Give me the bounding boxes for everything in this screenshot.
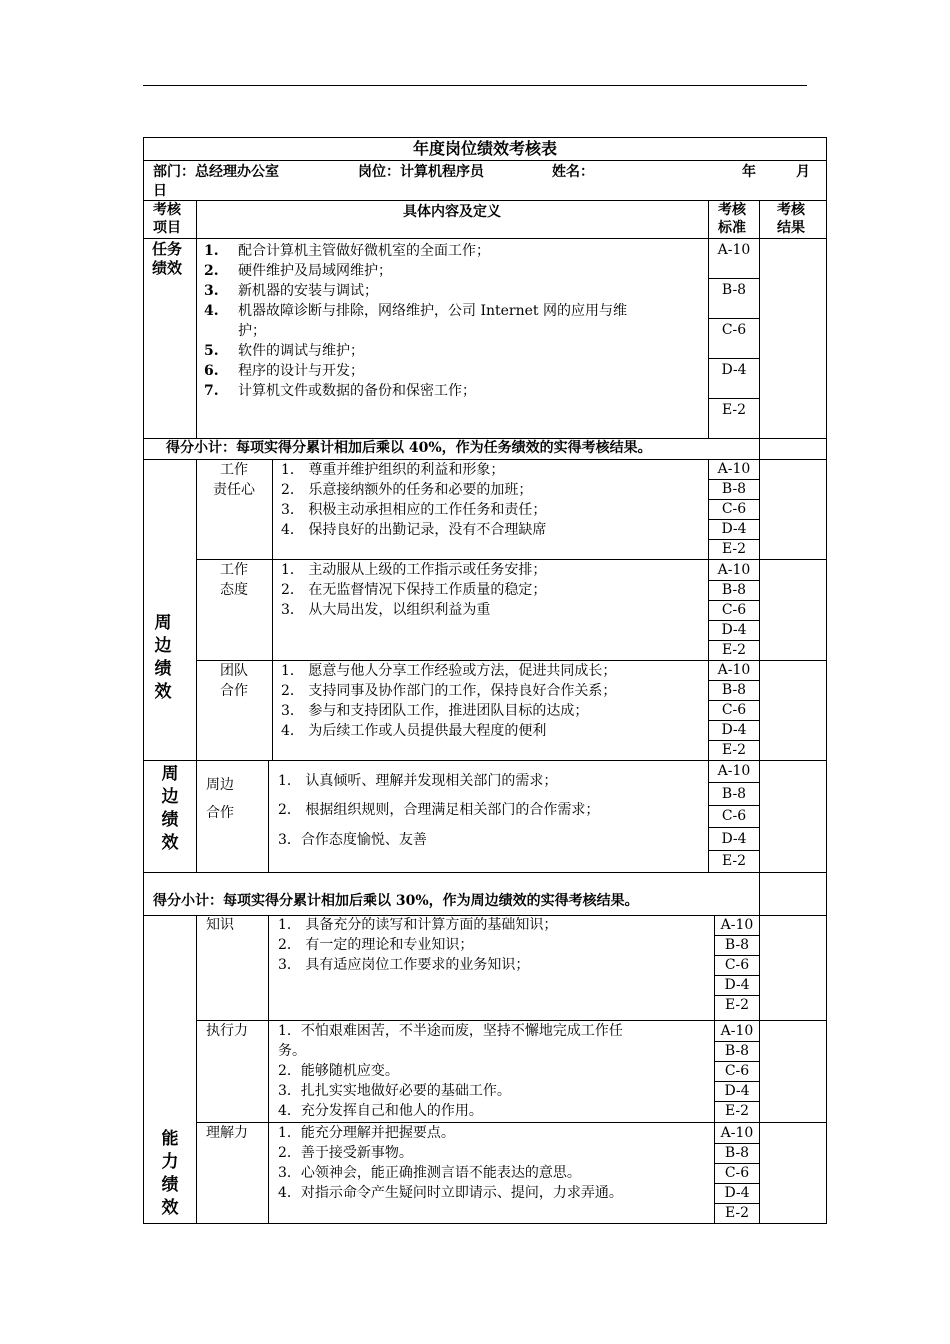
appraisal-table [143,137,827,1224]
cooperation-label: 周边 合作 [206,777,234,821]
grade-d: D-4 [721,722,747,738]
list-item: 4. 机器故障诊断与排除，网络维护，公司 Internet 网的应用与维 [204,303,627,319]
list-item: 1． 主动服从上级的工作指示或任务安排； [281,562,547,578]
list-item: 4． 保持良好的出勤记录，没有不合理缺席 [281,522,547,538]
grade-b: B-8 [724,1043,750,1059]
list-item: 4．对指示命令产生疑问时立即请示、提问，力求弄通。 [278,1185,623,1201]
grade-c: C-6 [724,1063,750,1079]
responsibility-label: 工作 责任心 [213,462,255,498]
list-item: 1．不怕艰难困苦，不半途而废，坚持不懈地完成工作任 [278,1023,623,1039]
list-item: 3．扎扎实实地做好必要的基础工作。 [278,1083,511,1099]
grade-c: C-6 [721,702,747,718]
grade-e: E-2 [721,642,747,658]
grade-c: C-6 [721,602,747,618]
grade-d: D-4 [724,977,750,993]
list-item: 5. 软件的调试与维护； [204,343,364,359]
list-item: 3．心领神会，能正确推测言语不能表达的意思。 [278,1165,581,1181]
list-item: 1． 愿意与他人分享工作经验或方法，促进共同成长； [281,663,617,679]
grade-a: A-10 [717,763,751,779]
list-item: 3．合作态度愉悦、友善 [278,832,427,848]
grade-b: B-8 [721,282,747,298]
grade-a: A-10 [717,242,751,258]
grade-b: B-8 [724,1145,750,1161]
grade-e: E-2 [721,742,747,758]
list-item: 2． 在无监督情况下保持工作质量的稳定； [281,582,547,598]
list-item: 护； [238,323,266,339]
ability-label: 能 力 绩 效 [161,1129,179,1218]
grade-a: A-10 [720,917,754,933]
dept-field: 部门：总经理办公室 [153,164,279,180]
list-item: 2．能够随机应变。 [278,1063,399,1079]
list-item: 6. 程序的设计与开发； [204,363,364,379]
peripheral-label-2: 周 边 绩 效 [161,764,179,853]
grade-e: E-2 [724,997,750,1013]
grade-d: D-4 [724,1185,750,1201]
grade-a: A-10 [717,461,751,477]
grade-e: E-2 [721,541,747,557]
grade-e: E-2 [721,853,747,869]
year-field: 年 [742,164,756,180]
list-item: 2． 有一定的理论和专业知识； [278,937,474,953]
post-field: 岗位：计算机程序员 [358,164,484,180]
peripheral-label: 周 边 绩 效 [154,613,172,702]
peripheral-subtotal: 得分小计：每项实得分累计相加后乘以 30%，作为周边绩效的实得考核结果。 [153,893,639,909]
grade-b: B-8 [724,937,750,953]
grade-b: B-8 [721,786,747,802]
col-result-header: 考核 结果 [777,202,805,236]
day-field: 日 [153,183,167,199]
grade-e: E-2 [724,1205,750,1221]
col-standard-header: 考核 标准 [718,202,746,236]
table-title: 年度岗位绩效考核表 [412,139,557,158]
grade-c: C-6 [721,808,747,824]
grade-c: C-6 [724,957,750,973]
execution-label: 执行力 [206,1023,248,1039]
grade-b: B-8 [721,481,747,497]
list-item: 2． 根据组织规则，合理满足相关部门的合作需求； [278,802,600,818]
list-item: 4．充分发挥自己和他人的作用。 [278,1103,483,1119]
grade-b: B-8 [721,582,747,598]
list-item: 4． 为后续工作或人员提供最大程度的便利 [281,723,547,739]
col-item-header: 考核 项目 [153,202,181,236]
grade-a: A-10 [717,662,751,678]
list-item: 务。 [278,1043,306,1059]
list-item: 1．能充分理解并把握要点。 [278,1125,455,1141]
name-field: 姓名： [552,164,594,180]
list-item: 1. 配合计算机主管做好微机室的全面工作； [204,243,490,259]
list-item: 3． 从大局出发，以组织利益为重 [281,602,491,618]
grade-c: C-6 [721,322,747,338]
list-item: 2．善于接受新事物。 [278,1145,413,1161]
task-subtotal: 得分小计：每项实得分累计相加后乘以 40%，作为任务绩效的实得考核结果。 [166,440,652,456]
list-item: 3. 新机器的安装与调试； [204,283,378,299]
grade-d: D-4 [724,1083,750,1099]
comprehension-label: 理解力 [206,1125,248,1141]
attitude-label: 工作 态度 [220,562,248,598]
list-item: 7. 计算机文件或数据的备份和保密工作； [204,383,476,399]
grade-e: E-2 [721,402,747,418]
grade-d: D-4 [721,831,747,847]
list-item: 3． 积极主动承担相应的工作任务和责任； [281,502,547,518]
list-item: 2． 支持同事及协作部门的工作，保持良好合作关系； [281,683,617,699]
month-field: 月 [796,164,810,180]
grade-d: D-4 [721,521,747,537]
list-item: 1． 具备充分的读写和计算方面的基础知识； [278,917,558,933]
header-rule [143,85,807,86]
col-content-header: 具体内容及定义 [403,204,501,220]
grade-b: B-8 [721,682,747,698]
list-item: 1． 认真倾听、理解并发现相关部门的需求； [278,773,558,789]
grade-d: D-4 [721,362,747,378]
grade-c: C-6 [724,1165,750,1181]
list-item: 3． 参与和支持团队工作，推进团队目标的达成； [281,703,589,719]
knowledge-label: 知识 [206,917,234,933]
grade-a: A-10 [720,1125,754,1141]
task-label: 任务 绩效 [152,240,183,277]
list-item: 1． 尊重并维护组织的利益和形象； [281,462,505,478]
list-item: 2. 硬件维护及局域网维护； [204,263,392,279]
grade-a: A-10 [720,1023,754,1039]
grade-d: D-4 [721,622,747,638]
list-item: 2． 乐意接纳额外的任务和必要的加班； [281,482,533,498]
grade-c: C-6 [721,501,747,517]
teamwork-label: 团队 合作 [220,663,248,699]
grade-e: E-2 [724,1103,750,1119]
grade-a: A-10 [717,562,751,578]
list-item: 3． 具有适应岗位工作要求的业务知识； [278,957,530,973]
